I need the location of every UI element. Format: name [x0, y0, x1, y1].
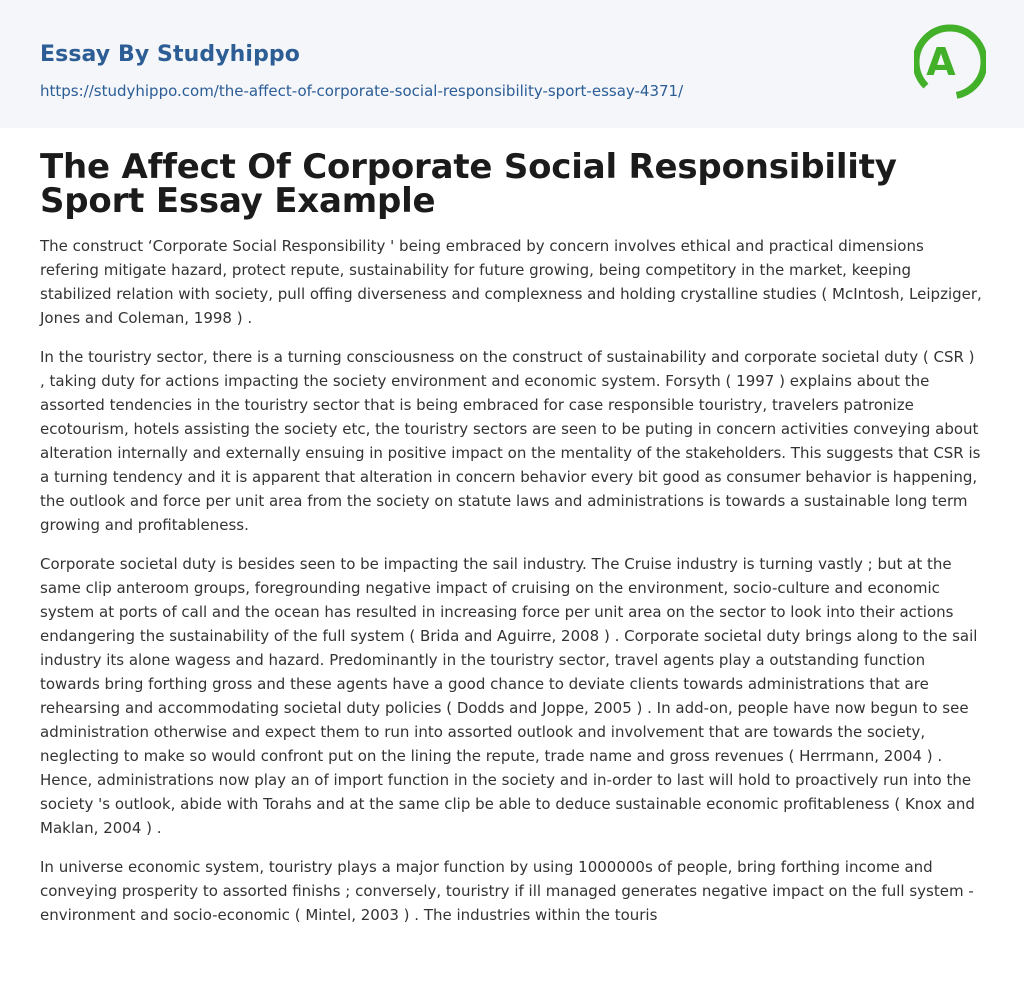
- brand-title[interactable]: Essay By Studyhippo: [40, 42, 300, 67]
- site-header: [0, 0, 1024, 128]
- article-title: The Affect Of Corporate Social Responsibility Sport Essay Example: [40, 147, 897, 221]
- logo-letter: A: [926, 40, 956, 84]
- page-url-link[interactable]: https://studyhippo.com/the-affect-of-corporate-social-responsibility-sport-essay-4371/: [40, 82, 684, 100]
- article: [0, 128, 1024, 927]
- studyhippo-logo-icon[interactable]: [914, 18, 986, 106]
- article-paragraph: Corporate societal duty is besides seen to be impacting the sail industry. The Cruise industry is turning vastly ; but at the same clip anteroom groups, foregrounding negative impact of cruising on the environment, socio-culture and economic system at ports of call and the ocean has resulted in increasing force per unit area on the sector to look into their actions endangering the sustainability of the full system ( Brida and Aguirre, 2008 ) . Corporate societal duty brings along to the sail industry its alone wagess and hazard. Predominantly in the touristry sector, travel agents play a outstanding function towards bring forthing gross and these agents have a good chance to deviate clients towards administrations that are rehearsing and accommodating societal duty policies ( Dodds and Joppe, 2005 ) . In add-on, people have now begun to see administration otherwise and expect them to run into assorted outlook and involvement that are towards the society, neglecting to make so would confront put on the lining the repute, trade name and gross revenues ( Herrmann, 2004 ) . Hence, administrations now play an of import function in the society and in-order to last will hold to proactively run into the society 's outlook, abide with Torahs and at the same clip be able to deduce sustainable economic profitableness ( Knox and Maklan, 2004 ) .: [40, 555, 978, 837]
- article-paragraph: In universe economic system, touristry plays a major function by using 1000000s of people, bring forthing income and conveying prosperity to assorted finishs ; conversely, touristry if ill managed generates negative impact on the full system - environment and socio-economic ( Mintel, 2003 ) . The industries within the touris: [40, 858, 974, 924]
- article-paragraph: The construct ‘Corporate Social Responsibility ' being embraced by concern involves ethical and practical dimensions refering mitigate hazard, protect repute, sustainability for future growing, being competitory in the market, keeping stabilized relation with society, pull offing diverseness and complexness and holding crystalline studies ( McIntosh, Leipziger, Jones and Coleman, 1998 ) .: [40, 237, 982, 327]
- article-paragraph: In the touristry sector, there is a turning consciousness on the construct of sustainability and corporate societal duty ( CSR ) , taking duty for actions impacting the society environment and economic system. Forsyth ( 1997 ) explains about the assorted tendencies in the touristry sector that is being embraced for case responsible touristry, travelers patronize ecotourism, hotels assisting the society etc, the touristry sectors are seen to be puting in concern activities conveying about alteration internally and externally ensuing in positive impact on the mentality of the stakeholders. This suggests that CSR is a turning tendency and it is apparent that alteration in concern behavior every bit good as consumer behavior is happening, the outlook and force per unit area from the society on statute laws and administrations is towards a sustainable long term growing and profitableness.: [40, 348, 981, 534]
